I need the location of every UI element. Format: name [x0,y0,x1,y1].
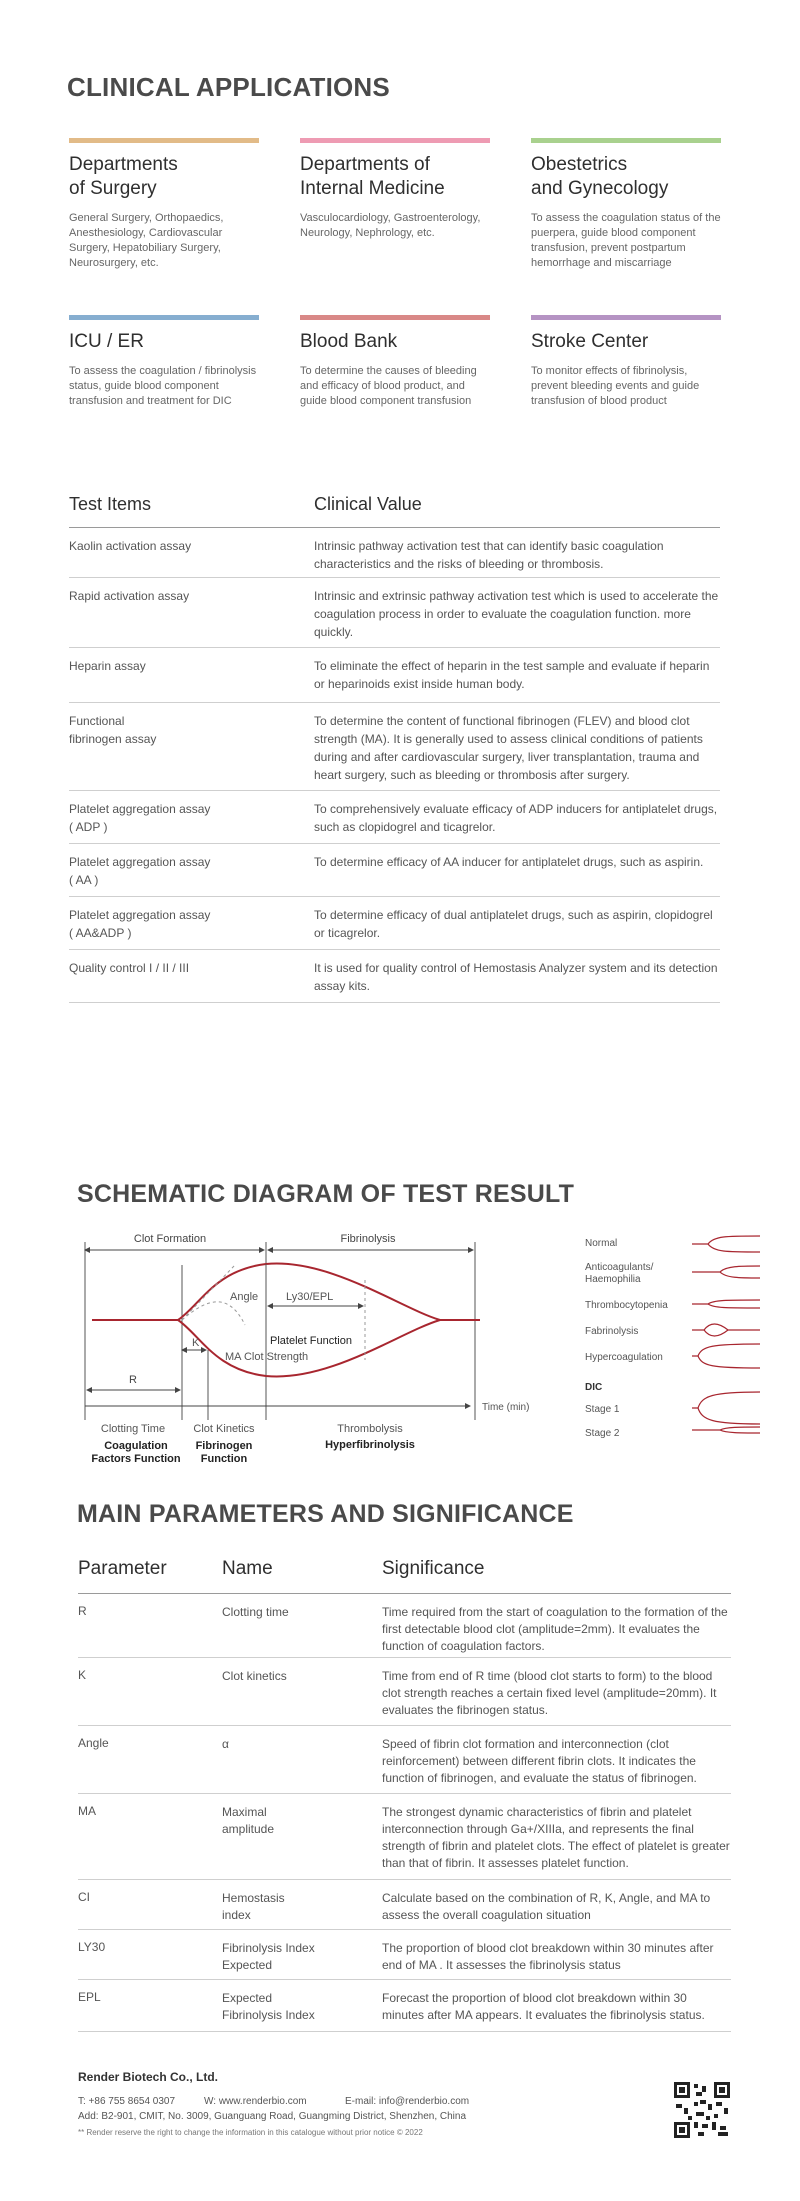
param-name: Expected Fibrinolysis Index [222,1991,315,2022]
card-desc: To monitor effects of fibrinolysis, prevent bleeding events and guide transfusion of blood product [531,365,700,407]
legend-normal: Normal [585,1238,618,1249]
clinical-value: Intrinsic pathway activation test that can identify basic coagulation characteristics and the risks of bleeding or thrombosis. [314,539,664,571]
card-title: ICU / ER [69,331,144,352]
table-row [69,578,720,648]
legend-thrombocytopenia: Thrombocytopenia [585,1300,668,1311]
dic-stage1-curve-icon [692,1392,760,1408]
card-desc: To assess the coagulation status of the puerpera, guide blood component transfusion, prevent postpartum hemorrhage and miscarriage [531,212,721,269]
anticoagulants-curve-icon [692,1266,760,1272]
card-title: Stroke Center [531,331,649,352]
clinical-value: Intrinsic and extrinsic pathway activation test which is used to accelerate the coagulation process in order to evaluate the coagulation function. more quickly. [314,589,719,639]
qr-code-icon [674,2082,730,2138]
test-item: Platelet aggregation assay ( ADP ) [69,802,211,834]
table-row [69,703,720,791]
param-significance: Forecast the proportion of blood clot breakdown within 30 minutes after MA appears. It evaluates the fibrinolysis status. [382,1991,705,2022]
test-item: Platelet aggregation assay ( AA ) [69,855,211,887]
table-row [69,950,720,1003]
card-accent-bar [531,315,721,320]
param-significance: The strongest dynamic characteristics of fibrin and platelet interconnection through Ga+/XIIIa, and represents the final strength of fibrin and platelet clots. The effect of platelet is greater than that of fibrin. It assesses platelet function. [382,1805,730,1870]
col-name: Name [222,1558,273,1579]
app-card-blood-bank [300,315,490,409]
param-code: Angle [78,1736,109,1750]
ly30-label: Ly30/EPL [286,1291,334,1303]
table-row [78,1594,731,1658]
time-axis-label: Time (min) [482,1402,530,1413]
param-significance: The proportion of blood clot breakdown within 30 minutes after end of MA . It assesses the fibrinolysis status [382,1941,714,1972]
test-item: Rapid activation assay [69,589,190,603]
angle-tangent [182,1265,235,1320]
clotting-time-label: Clotting Time [100,1423,166,1435]
parameters-header [78,1556,731,1594]
legend-dic-stage2: Stage 2 [585,1428,620,1439]
col-parameter: Parameter [78,1558,167,1579]
col-clinical-value: Clinical Value [314,494,422,514]
k-label: K [192,1337,200,1349]
legend-dic-stage1: Stage 1 [585,1404,620,1415]
param-code: CI [78,1890,90,1904]
card-desc: To determine the causes of bleeding and efficacy of blood product, and guide blood component transfusion [300,365,477,407]
clot-formation-label: Clot Formation [133,1233,207,1245]
param-code: MA [78,1804,96,1818]
table-row [69,897,720,950]
app-card-icu [69,315,259,409]
col-significance: Significance [382,1558,485,1579]
card-desc: General Surgery, Orthopaedics, Anesthesiology, Cardiovascular Surgery, Hepatobiliary Surgery, Neurosurgery, etc. [69,212,224,269]
card-accent-bar [300,315,490,320]
angle-label: Angle [230,1291,259,1303]
legend-hypercoagulation: Hypercoagulation [585,1352,663,1363]
param-name: Fibrinolysis Index Expected [222,1941,315,1972]
footer-note: ** Render reserve the right to change the information in this catalogue without prior notice © 2022 [78,2128,423,2137]
table-row [78,1794,731,1880]
footer-tel: T: +86 755 8654 0307 [78,2096,176,2107]
app-card-internal-medicine [300,138,490,241]
param-code: EPL [78,1990,101,2004]
col-test-items: Test Items [69,494,152,514]
table-row [69,528,720,578]
footer-address: Add: B2-901, CMIT, No. 3009, Guanguang Road, Guangming District, Shenzhen, China [78,2111,467,2122]
card-title: Obestetrics and Gynecology [531,154,669,199]
fibrinolysis-curve-icon [692,1324,760,1330]
test-items-header [69,494,720,528]
table-row [69,844,720,897]
param-name: Clot kinetics [222,1669,287,1683]
app-card-obstetrics [531,138,721,271]
r-label: R [129,1374,137,1386]
clinical-applications-title: CLINICAL APPLICATIONS [67,72,390,102]
schematic-title: SCHEMATIC DIAGRAM OF TEST RESULT [77,1180,575,1208]
param-significance: Time required from the start of coagulation to the formation of the first detectable blood clot (amplitude=2mm). It evaluates the function of coagulation factors. [382,1605,728,1653]
card-accent-bar [300,138,490,143]
table-row [78,1880,731,1930]
hypercoagulation-curve-icon [692,1344,760,1356]
test-item: Heparin assay [69,659,146,673]
test-item: Kaolin activation assay [69,539,192,553]
platelet-function-label: Platelet Function [270,1335,352,1347]
fibrinolysis-label: Fibrinolysis [340,1233,396,1245]
table-row [69,648,720,703]
clinical-value: To eliminate the effect of heparin in the test sample and evaluate if heparin or heparinoids exist inside human body. [314,659,710,691]
test-item: Quality control I / II / III [69,961,190,975]
footer-company: Render Biotech Co., Ltd. [78,2070,219,2084]
clinical-value: To determine the content of functional fibrinogen (FLEV) and blood clot strength (MA). It is generally used to assess clinical conditions of patients during and after cardiovascular surgery, liver transplantation, trauma and heart surgery, such as bleeding or thrombosis after surgery. [314,714,703,782]
test-item: Platelet aggregation assay ( AA&ADP ) [69,908,211,940]
param-significance: Speed of fibrin clot formation and interconnection (clot reinforcement) between different fibrin clots. It indicates the function of fibrinogen, and evaluate the status of fibrinogen. [382,1737,697,1785]
parameters-title: MAIN PARAMETERS AND SIGNIFICANCE [77,1500,574,1528]
table-row [78,1726,731,1794]
clinical-value: To determine efficacy of dual antiplatelet drugs, such as aspirin, clopidogrel or ticagrelor. [314,908,713,940]
legend-anticoagulants: Anticoagulants/ Haemophilia [585,1262,654,1285]
card-accent-bar [69,315,259,320]
thrombocytopenia-curve-icon [692,1300,760,1304]
legend-dic-title: DIC [585,1382,603,1393]
table-row [78,1980,731,2032]
hyperfibrinolysis-label: Hyperfibrinolysis [325,1439,415,1451]
fibrinogen-function-label: Fibrinogen Function [195,1440,253,1465]
param-name: Hemostasis index [222,1891,285,1922]
diagram-legend [585,1238,765,1458]
param-name: Maximal amplitude [222,1805,275,1836]
normal-curve-icon [692,1236,760,1244]
param-name: α [222,1737,229,1751]
ma-label: MA Clot Strength [225,1351,309,1363]
footer-web[interactable]: W: www.renderbio.com [204,2096,307,2107]
coag-factors-label: Coagulation Factors Function [91,1440,181,1465]
clinical-value: It is used for quality control of Hemostasis Analyzer system and its detection assay kits. [314,961,718,993]
param-code: R [78,1604,87,1618]
card-accent-bar [531,138,721,143]
legend-curve-icons [690,1234,762,1444]
card-desc: To assess the coagulation / fibrinolysis status, guide blood component transfusion and treatment for DIC [69,365,257,407]
card-title: Departments of Internal Medicine [300,154,445,199]
table-row [69,791,720,844]
clinical-value: To comprehensively evaluate efficacy of ADP inducers for antiplatelet drugs, such as clopidogrel and ticagrelor. [314,802,718,834]
card-desc: Vasculocardiology, Gastroenterology, Neurology, Nephrology, etc. [300,212,481,239]
card-accent-bar [69,138,259,143]
clinical-value: To determine efficacy of AA inducer for antiplatelet drugs, such as aspirin. [314,855,704,869]
footer-email[interactable]: E-mail: info@renderbio.com [345,2096,470,2107]
card-title: Blood Bank [300,331,398,352]
param-significance: Time from end of R time (blood clot starts to form) to the blood clot strength reaches a certain fixed level (amplitude=20mm). It evaluates the fibrinogen status. [382,1669,717,1717]
legend-fabrinolysis: Fabrinolysis [585,1326,639,1337]
app-card-surgery [69,138,259,271]
card-title: Departments of Surgery [69,154,178,199]
thrombolysis-label: Thrombolysis [337,1423,403,1435]
app-card-stroke-center [531,315,721,409]
param-code: LY30 [78,1940,106,1954]
table-row [78,1658,731,1726]
table-row [78,1930,731,1980]
normal-curve-lower [178,1320,440,1376]
dic-stage2-curve-icon [692,1427,760,1430]
angle-arc [182,1302,245,1325]
test-item: Functional fibrinogen assay [69,714,157,746]
param-significance: Calculate based on the combination of R, K, Angle, and MA to assess the overall coagulation situation [382,1891,711,1922]
clot-kinetics-label: Clot Kinetics [193,1423,255,1435]
param-name: Clotting time [222,1605,289,1619]
param-code: K [78,1668,87,1682]
